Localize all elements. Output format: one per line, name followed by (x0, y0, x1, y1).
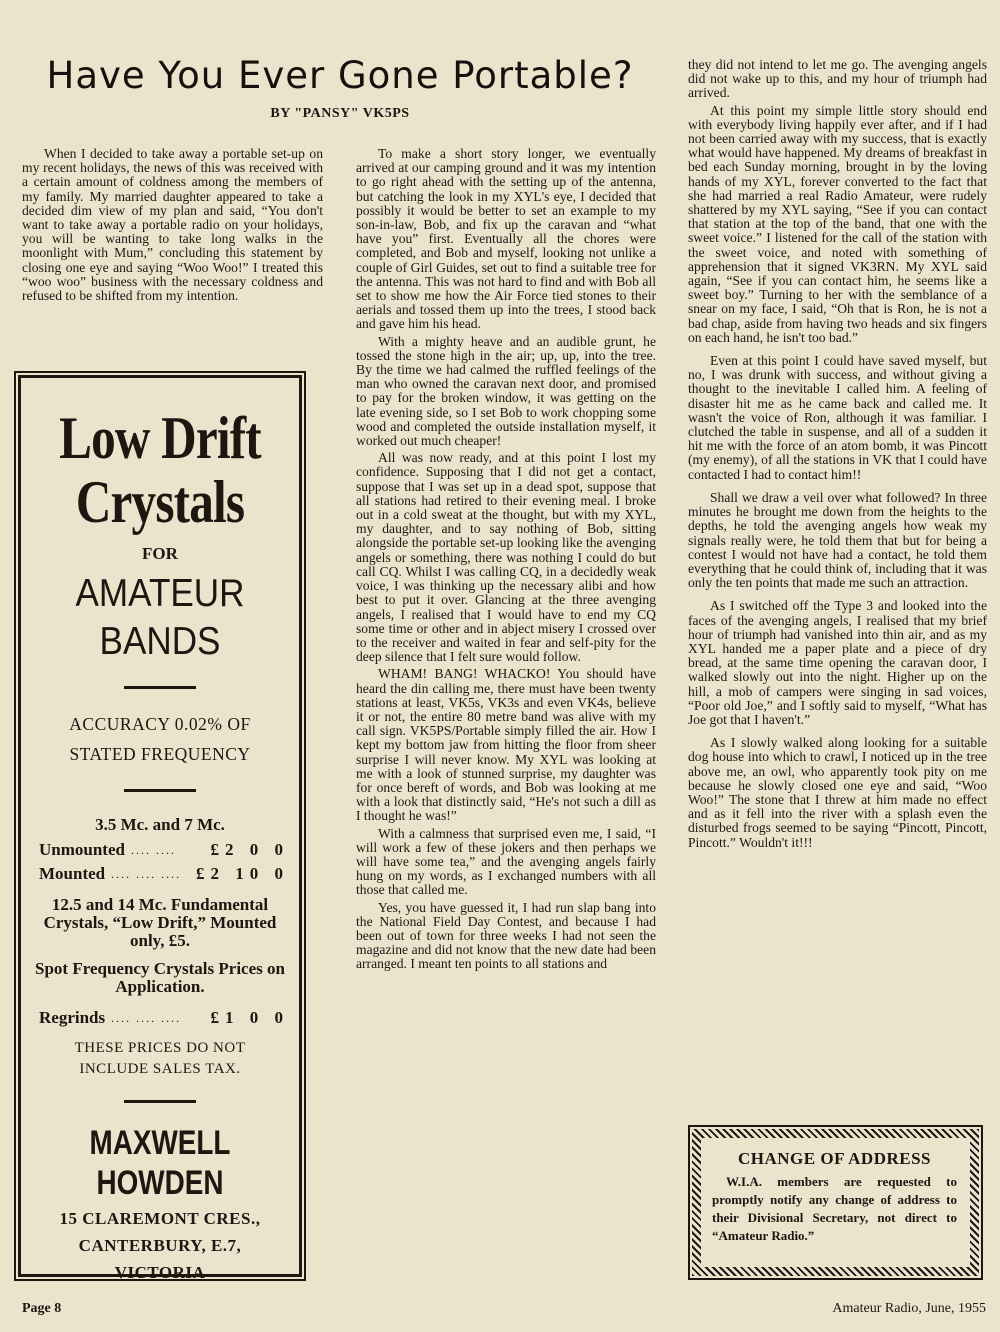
ad-address-line-2: CANTERBURY, E.7, (78, 1236, 242, 1255)
price-label: Mounted (39, 864, 106, 883)
divider (124, 1100, 196, 1103)
ad-fundamental: 12.5 and 14 Mc. Fundamental Crystals, “Low Drift,” Mounted only, £5. (43, 895, 277, 950)
paragraph: When I decided to take away a portable set-up on my recent holidays, the news of this was received with a certain amount of coldness among the members of my family. My married daughter appeared to take a decided dim view of my plan and said, “You don't want to take away a portable radio on your holidays, you will be wanting to take long walks in the moonlight with Mum,” concluding this statement by closing one eye and saying “Woo Woo!” I treated this “woo woo” business with the necessary coldness and refused to be shifted from my intention. (22, 146, 323, 304)
ad-bands: AMATEUR BANDS (75, 572, 245, 663)
ad-for: FOR (142, 544, 178, 563)
magazine-footer: Amateur Radio, June, 1955 (832, 1301, 986, 1316)
article-column-3 (688, 58, 987, 850)
ad-address-line-1: 15 CLAREMONT CRES., (59, 1209, 261, 1228)
article-column-1 (22, 147, 323, 303)
paragraph: Shall we draw a veil over what followed? In three minutes he brought me down from the heights to the depths, he told the avenging angels how weak my signals really were, he told them that but for being a contest I would not have had a contact, he told them everything that he could think of, including that it was only the ten points that made me such an attraction. (688, 489, 987, 591)
divider (124, 686, 196, 689)
paragraph: With a calmness that surprised even me, I said, “I will work a few of these jokers and then perhaps we will have some tea,” and the avenging angels fairly hung on my words, as I exchanged numbers with all those that called me. (356, 825, 656, 898)
dot-leader: .... .... (130, 843, 176, 857)
ad-company-name: MAXWELL HOWDEN (89, 1124, 231, 1202)
dot-leader: .... .... .... (111, 867, 182, 881)
ad-tax-line-1: THESE PRICES DO NOT (74, 1040, 246, 1056)
ad-tax-line-2: INCLUDE SALES TAX. (79, 1061, 241, 1077)
ad-accuracy-line-2: STATED FREQUENCY (69, 744, 251, 764)
paragraph: Yes, you have guessed it, I had run slap bang into the National Field Day Contest, and because I had been out of town for three weeks I had not seen the magazine and did not know that the new date had been arranged. I meant ten points to all stations and (356, 899, 656, 972)
paragraph: At this point my simple little story should end with everybody living happily ever after, and if I had not been carried away with my success, that is exactly what would have happened. My dreams of breakfast in bed each Sunday morning, brought in by the loving hands of my XYL, forever converted to the fact that she had married a real Radio Amateur, were rudely shattered by my XYL saying, “See if you can contact that station at the top of the band, that one with the sweet voice.” I listened for the call of the station with the sweet voice, and noted with something of apprehension that it signed VK3RN. My XYL said again, “See if you can contact him, he seems like a sweet boy.” Turning to her with the semblance of a snear on my face, I said, “Oh that is Ron, he is not a bad chap, aside from having two heads and six fingers on each hand, he isn't too bad.” (688, 102, 987, 345)
paragraph: they did not intend to let me go. The avenging angels did not wake up to this, and my hour of triumph had arrived. (688, 57, 987, 101)
ad-spot-frequency: Spot Frequency Crystals Prices on Application. (35, 959, 285, 996)
ad-address-line-3: VICTORIA (114, 1263, 206, 1282)
ad-accuracy-line-1: ACCURACY 0.02% OF (69, 714, 251, 734)
paragraph: As I switched off the Type 3 and looked into the faces of the avenging angels, I realised that my brief hour of triumph had vanished into thin air, and as my XYL handed me a paper plate and a piece of dry bread, at the same time opening the caravan door, I walked slowly out into the night. Higher up on the hill, a mob of campers were singing in sad voices, “Poor old Joe,” and I softly said to myself, “What has Joe got that I haven't.” (688, 598, 987, 727)
paragraph: WHAM! BANG! WHACKO! You should have heard the din calling me, there must have been twenty stations at least, VK5s, VK3s and even VK4s, believe it or not, the entire 80 metre band was alive with my call sign. VK5PS/Portable simply filled the air. How I kept my bottom jaw from hitting the floor from sheer surprise I will never know. My XYL was looking at me with a look of stunned surprise, my daughter was for once bereft of words, and Bob was looking at me with a look that distinctly said, “He's not such a dill as I thought he was!” (356, 666, 656, 824)
paragraph: All was now ready, and at this point I lost my confidence. Supposing that I did not get a contact, suppose that I was set up in a dead spot, suppose that all stations had retired to their evening meal. I broke out in a cold sweat at the thought, but with my XYL, my daughter, and to say nothing of Bob, sitting alongside the portable set-up looking like the avenging angels or something, there was nothing I could do but call CQ. Whilst I was calling CQ, in a decidedly weak voice, I was thinking up the necessary alibi and how best to put it over. Glancing at the three avenging angels, I realised that I would have to end my CQ some time or other and in abject misery I crossed over to the receiver and waited in fear and self-pity for the deep silence that I felt sure would follow. (356, 450, 656, 665)
dot-leader: .... .... .... (111, 1011, 182, 1025)
price-value: £2 10 0 (196, 864, 289, 883)
paragraph: With a mighty heave and an audible grunt, he tossed the stone high in the air; up, up, into the tree. By the time we had calmed the ruffled feelings of the man who owned the caravan next door, and promised to pay for the broken window, it was getting on the late evening side, so I set Bob to work chopping some wood and completed the outside installation myself, it worked out much cheaper! (356, 333, 656, 449)
paragraph: As I slowly walked along looking for a suitable dog house into which to crawl, I noticed up in the tree above me, an owl, who apparently took pity on me because he slowly closed one eye and said, “Woo Woo!” The stone that I threw at him made no effect and as it fell into the river with a splash even the disturbed frogs seemed to be saying “Pincott, Pincott, Pincott.” Wouldn't it!!! (688, 735, 987, 850)
paragraph: To make a short story longer, we eventually arrived at our camping ground and it was my intention to go right ahead with the setting up of the antenna, but catching the look in my XYL's eye, I decided that possibly it would be better to set an example to my son-in-law, Bob, and fix up the caravan and “what have you” first. Eventually all the chores were completed, and Bob and myself, looking not unlike a couple of Girl Guides, set out to find a suitable tree for the antenna. This was not hard to find and with Bob all set to show me how the Air Force tied stones to their aerials and tossed them up into the trees, I stood back and gave him his head. (356, 146, 656, 332)
crystals-advertisement (18, 375, 302, 1282)
notice-body: W.I.A. members are requested to promptly notify any change of address to their Divisional Secretary, not direct to “Amateur Radio.” (712, 1174, 957, 1243)
article-column-2 (356, 147, 656, 972)
change-of-address-notice (688, 1125, 983, 1280)
paragraph: Even at this point I could have saved myself, but no, I was drunk with success, and without giving a thought to the inevitable I called him. A feeling of disaster hit me as he came back and called me. It wasn't the voice of Ron, although it was familiar. I clutched the table in suspense, and all of a sudden it hit me with the force of an atom bomb, it was Pincott (my enemy), of all the stations in VK that I could have contacted I had to contact him!! (688, 353, 987, 482)
divider (124, 789, 196, 792)
article-title: Have You Ever Gone Portable? (46, 54, 634, 97)
price-row-mounted (21, 862, 299, 886)
notice-title: CHANGE OF ADDRESS (737, 1149, 931, 1168)
price-label: Unmounted (39, 840, 125, 859)
price-row-regrinds (21, 1006, 299, 1030)
price-value: £2 0 0 (210, 840, 289, 859)
price-value: £1 0 0 (210, 1008, 289, 1027)
ad-frequency: 3.5 Mc. and 7 Mc. (95, 815, 225, 834)
price-label: Regrinds (39, 1008, 106, 1027)
page-number: Page 8 (22, 1301, 62, 1316)
price-row-unmounted (21, 838, 299, 862)
ad-headline: Low Drift Crystals (59, 405, 261, 535)
article-byline: BY "PANSY" VK5PS (270, 106, 410, 121)
